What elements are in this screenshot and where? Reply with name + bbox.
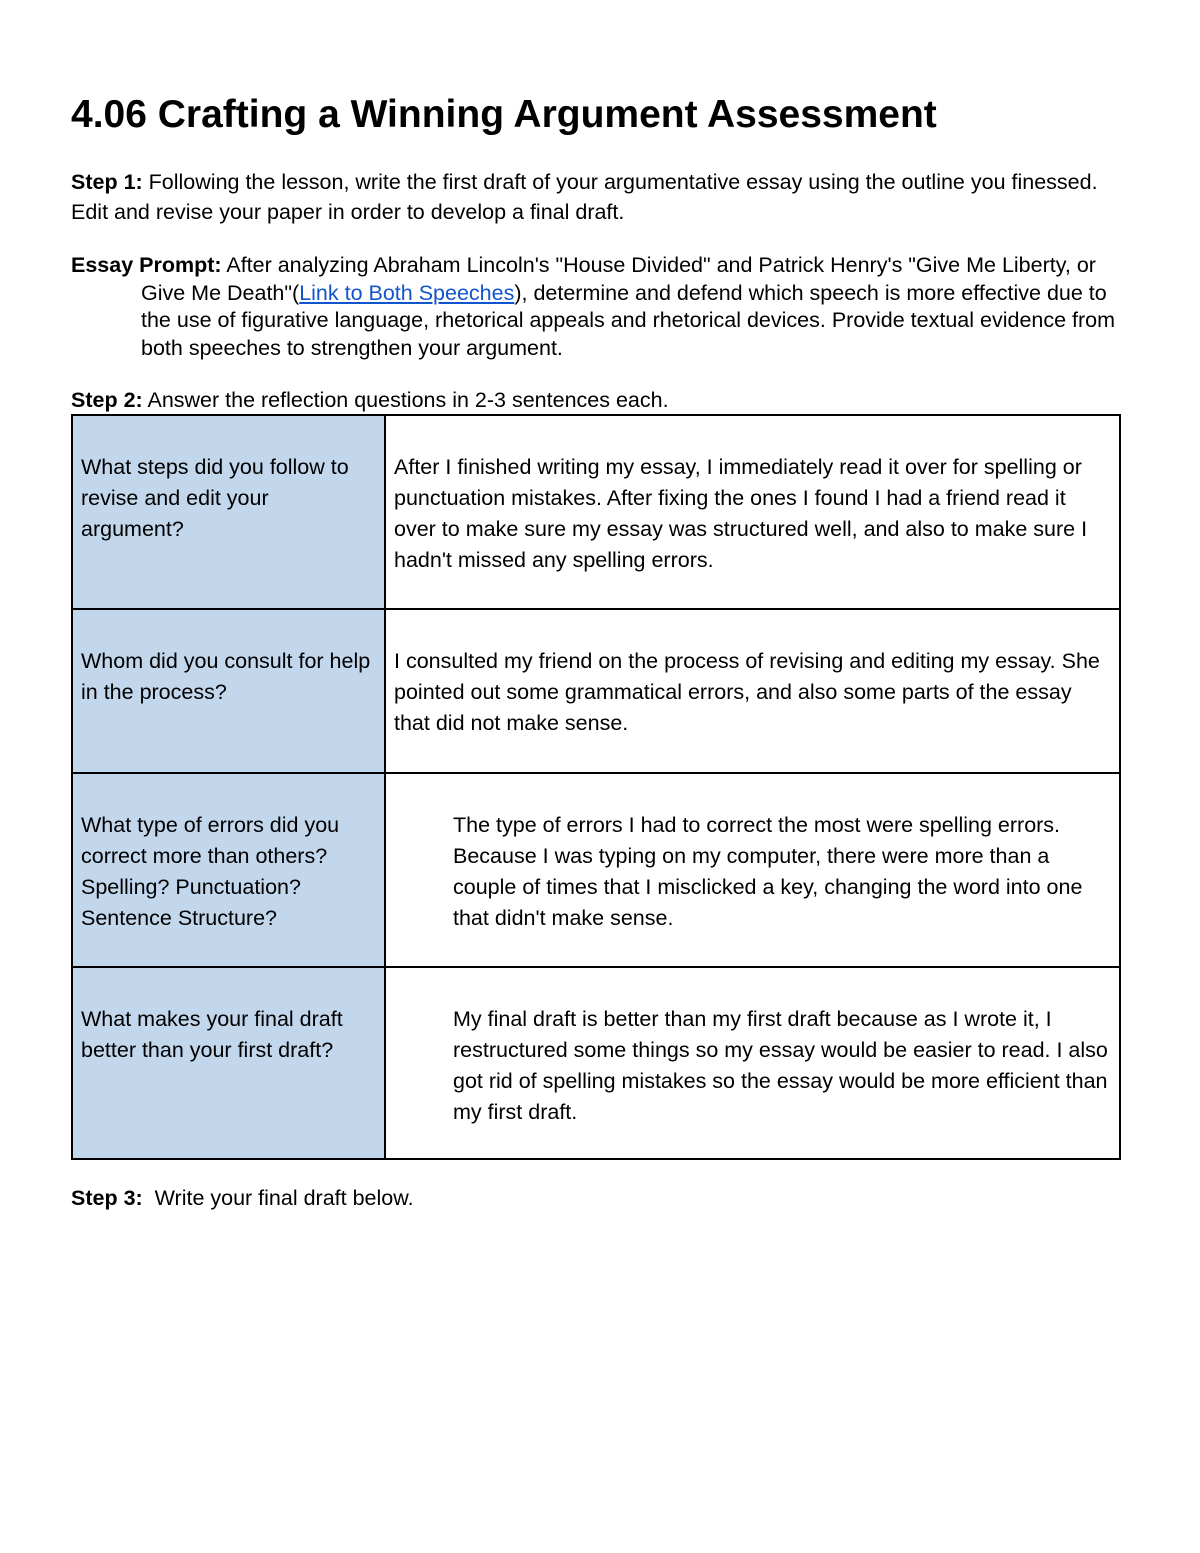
question-cell: Whom did you consult for help in the process? (72, 609, 385, 773)
answer-cell: My final draft is better than my first draft because as I wrote it, I restructured some things so my essay would be easier to read. I also got rid of spelling mistakes so the essay would be more efficient than my first draft. (385, 967, 1120, 1159)
step-2-label: Step 2: (71, 388, 143, 412)
document-title: 4.06 Crafting a Winning Argument Assessment (71, 93, 937, 136)
step-2-paragraph (71, 385, 1111, 415)
answer-cell: After I finished writing my essay, I immediately read it over for spelling or punctuation mistakes. After fixing the ones I found I had a friend read it over to make sure my essay was structured well, and also to make sure I hadn't missed any spelling errors. (385, 415, 1120, 609)
question-cell: What type of errors did you correct more than others? Spelling? Punctuation? Sentence Structure? (72, 773, 385, 967)
table-row (72, 415, 1120, 609)
step-1-label: Step 1: (71, 170, 143, 194)
step-3-paragraph (71, 1183, 1111, 1213)
speeches-link[interactable]: Link to Both Speeches (299, 280, 515, 305)
step-2-text: Answer the reflection questions in 2-3 sentences each. (142, 388, 669, 412)
reflection-table (71, 414, 1121, 1160)
answer-cell: I consulted my friend on the process of revising and editing my essay. She pointed out some grammatical errors, and also some parts of the essay that did not make sense. (385, 609, 1120, 773)
step-3-label: Step 3: (71, 1186, 143, 1210)
essay-prompt-text-before-link: After analyzing Abraham Lincoln's "House Divided" and Patrick Henry's "Give Me Liberty, or Give Me Death"( (141, 253, 1096, 305)
answer-cell: The type of errors I had to correct the most were spelling errors. Because I was typing on my computer, there were more than a couple of times that I misclicked a key, changing the word into one that didn't make sense. (385, 773, 1120, 967)
step-1-paragraph (71, 167, 1111, 227)
essay-prompt-paragraph (71, 252, 1121, 362)
table-row (72, 967, 1120, 1159)
step-1-text: Following the lesson, write the first draft of your argumentative essay using the outline you finessed. Edit and revise your paper in order to develop a final draft. (71, 170, 1098, 224)
table-row (72, 773, 1120, 967)
step-3-text: Write your final draft below. (142, 1186, 414, 1210)
table-row (72, 609, 1120, 773)
question-cell: What makes your final draft better than your first draft? (72, 967, 385, 1159)
essay-prompt-label: Essay Prompt: (71, 253, 222, 277)
essay-prompt-text-after-link: ), determine and defend which speech is more effective due to the use of figurative language, rhetorical appeals and rhetorical devices. Provide textual evidence from both speeches to strengthen your argument. (141, 280, 1116, 360)
question-cell: What steps did you follow to revise and edit your argument? (72, 415, 385, 609)
